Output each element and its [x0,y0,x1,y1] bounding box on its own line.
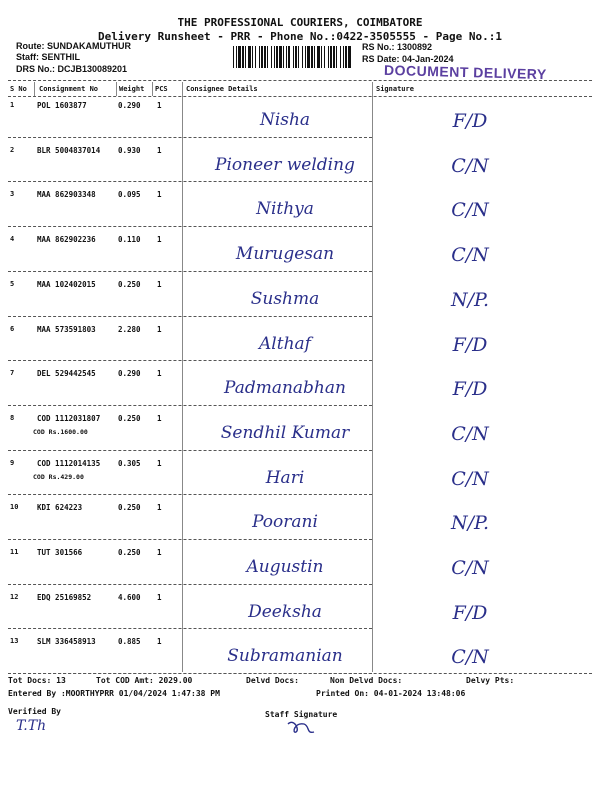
row-serial-number: 13 [10,637,19,646]
barcode-bar [252,46,253,68]
barcode-bar [267,46,268,68]
row-divider [8,539,372,540]
company-title: THE PROFESSIONAL COURIERS, COIMBATORE [177,16,423,29]
row-consignee-handwritten: Sushma [250,288,320,309]
verifier-initials: T.Th [16,718,47,734]
row-divider [8,584,372,585]
barcode-bar [283,46,284,68]
row-signature-handwritten: N/P. [451,512,489,535]
row-weight: 0.930 [118,145,141,155]
staff-signature-label: Staff Signature [265,710,338,719]
row-signature-handwritten: C/N [451,557,489,579]
row-pcs: 1 [157,235,162,245]
barcode-bar [343,46,344,68]
row-consignment-number: MAA 102402015 [37,279,96,289]
row-signature-handwritten: C/N [451,467,489,490]
row-pcs: 1 [157,190,162,200]
document-delivery-stamp: DOCUMENT DELIVERY [383,61,547,83]
row-pcs: 1 [157,592,162,602]
row-consignment-number: POL 1603877 [37,101,87,110]
row-serial-number: 7 [10,369,15,378]
row-divider [8,226,372,227]
row-weight: 0.290 [118,101,141,110]
row-pcs: 1 [157,369,162,379]
barcode-bar [286,46,287,68]
barcode-bar [298,46,299,68]
staff-signature-scribble [284,716,324,738]
barcode-bar [311,46,313,68]
barcode-bar [279,46,282,68]
drs-number: DRS No.: DCJB130089201 [16,64,128,74]
row-signature-handwritten: N/P. [451,288,489,311]
staff-label: Staff: SENTHIL [16,52,80,62]
row-consignment-number: KDI 624223 [37,503,83,513]
barcode-bar [238,46,241,68]
barcode-bar [345,46,347,68]
row-divider [8,181,372,182]
col-divider [116,82,117,96]
row-signature-handwritten: F/D [452,333,488,356]
row-divider [8,494,372,495]
row-signature-handwritten: C/N [451,154,489,177]
barcode-bar [307,46,310,68]
row-divider [8,137,372,138]
row-serial-number: 5 [10,279,15,288]
row-consignment-number: DEL 529442545 [37,369,96,379]
row-pcs: 1 [157,637,162,647]
row-serial-number: 6 [10,324,15,333]
row-consignment-number: MAA 862902236 [37,235,96,245]
row-consignee-handwritten: Nithya [256,199,314,220]
row-pcs: 1 [157,145,162,155]
row-signature-handwritten: F/D [452,110,488,132]
row-pcs: 1 [157,413,162,423]
row-weight: 0.305 [118,458,141,468]
barcode-bar [305,46,306,68]
barcode-bar [340,46,341,68]
row-weight: 2.280 [118,324,141,334]
barcode-bar [314,46,315,68]
row-consignment-number: COD 1112031807 [37,413,101,423]
barcode-bar [295,46,297,68]
barcode-bar [233,46,234,68]
row-signature-handwritten: C/N [451,422,489,445]
header-bottom-rule [8,96,592,97]
row-weight: 0.095 [118,190,141,200]
col-divider [372,82,373,672]
col-pcs: PCS [155,85,168,93]
row-divider [8,316,372,317]
row-consignment-number: COD 1112014135 [37,458,101,468]
barcode-bar [321,46,322,68]
barcode-bar [333,46,335,68]
runsheet-subtitle: Delivery Runsheet - PRR - Phone No.:0422-3505555 - Page No.:1 [98,30,502,43]
row-consignment-number: EDQ 25169852 [37,592,92,602]
delivery-points: Delvy Pts: [466,676,515,685]
row-weight: 0.250 [118,279,141,289]
row-weight: 0.250 [118,503,141,513]
entered-by: Entered By :MOORTHYPRR 01/04/2024 1:47:38 PM [8,689,220,698]
row-serial-number: 2 [10,145,15,154]
barcode-bar [236,46,237,68]
barcode-bar [336,46,337,68]
row-consignee-handwritten: Murugesan [235,244,335,265]
row-pcs: 1 [157,324,162,334]
row-divider [8,450,372,451]
row-divider [8,360,372,361]
row-consignee-handwritten: Sendhil Kumar [220,422,350,443]
row-weight: 0.110 [118,235,141,245]
delivered-docs: Delvd Docs: [246,676,299,685]
barcode-bar [242,46,244,68]
barcode-bar [330,46,332,68]
row-cod-amount: COD Rs.1600.00 [33,427,88,436]
row-weight: 0.290 [118,369,141,379]
row-signature-handwritten: C/N [451,199,489,222]
row-consignee-handwritten: Althaf [259,333,311,354]
barcode-bar [255,46,256,68]
col-divider [152,82,153,96]
printed-on: Printed On: 04-01-2024 13:48:06 [316,689,466,698]
barcode-bar [274,46,275,68]
row-serial-number: 12 [10,592,19,601]
row-divider [8,405,372,406]
barcode-bar [293,46,294,68]
row-divider [8,628,372,629]
row-consignment-number: TUT 301566 [37,548,83,557]
row-weight: 4.600 [118,592,141,602]
row-signature-handwritten: F/D [452,601,488,624]
barcode-bar [302,46,303,68]
row-pcs: 1 [157,548,162,557]
barcode-bar [259,46,260,68]
row-consignment-number: BLR 5004837014 [37,145,101,155]
barcode-bar [245,46,246,68]
col-divider [34,82,35,96]
row-pcs: 1 [157,279,162,289]
row-serial-number: 1 [10,101,15,109]
row-serial-number: 8 [10,413,15,422]
barcode-bar [324,46,325,68]
row-serial-number: 3 [10,190,15,199]
col-sno: S No [10,85,27,93]
row-consignee-handwritten: Augustin [246,557,324,577]
barcode-bar [271,46,272,68]
row-serial-number: 4 [10,235,15,244]
col-consignment: Consignment No [39,85,99,93]
barcode-bar [288,46,290,68]
barcode-bar [248,46,251,68]
table-bottom-rule [8,673,592,674]
row-weight: 0.885 [118,637,141,647]
col-signature: Signature [376,85,414,93]
barcode-bar [261,46,263,68]
row-consignment-number: MAA 573591803 [37,324,96,334]
row-consignee-handwritten: Pioneer welding [215,154,355,175]
total-docs: Tot Docs: 13 [8,676,66,685]
row-weight: 0.250 [118,548,141,557]
row-serial-number: 9 [10,458,15,467]
header-top-rule [8,80,592,81]
row-consignee-handwritten: Hari [265,467,305,488]
row-pcs: 1 [157,101,162,110]
col-consignee: Consignee Details [186,85,258,93]
row-consignee-handwritten: Padmanabhan [224,378,346,399]
row-consignee-handwritten: Deeksha [248,601,322,622]
row-pcs: 1 [157,458,162,468]
barcode [232,46,354,68]
row-serial-number: 10 [10,503,19,512]
barcode-bar [276,46,278,68]
row-consignment-number: MAA 862903348 [37,190,96,200]
row-serial-number: 11 [10,548,19,556]
row-signature-handwritten: F/D [452,378,488,401]
row-cod-amount: COD Rs.429.00 [33,472,84,481]
barcode-bar [264,46,266,68]
row-consignee-handwritten: Nisha [259,110,311,130]
rs-number: RS No.: 1300892 [362,42,433,52]
non-delivered-docs: Non Delvd Docs: [330,676,403,685]
row-consignee-handwritten: Poorani [252,512,318,533]
verified-by-label: Verified By [8,707,61,716]
barcode-bar [348,46,351,68]
col-weight: Weight [119,85,145,93]
barcode-bar [317,46,320,68]
row-signature-handwritten: C/N [451,244,489,267]
row-weight: 0.250 [118,413,141,423]
row-consignee-handwritten: Subramanian [227,646,343,667]
row-divider [8,271,372,272]
row-pcs: 1 [157,503,162,513]
total-cod-amount: Tot COD Amt: 2029.00 [96,676,193,685]
row-signature-handwritten: C/N [451,646,489,669]
route-label: Route: SUNDAKAMUTHUR [16,41,131,51]
rs-date: RS Date: 04-Jan-2024 [362,54,454,64]
row-consignment-number: SLM 336458913 [37,637,96,647]
barcode-bar [328,46,329,68]
